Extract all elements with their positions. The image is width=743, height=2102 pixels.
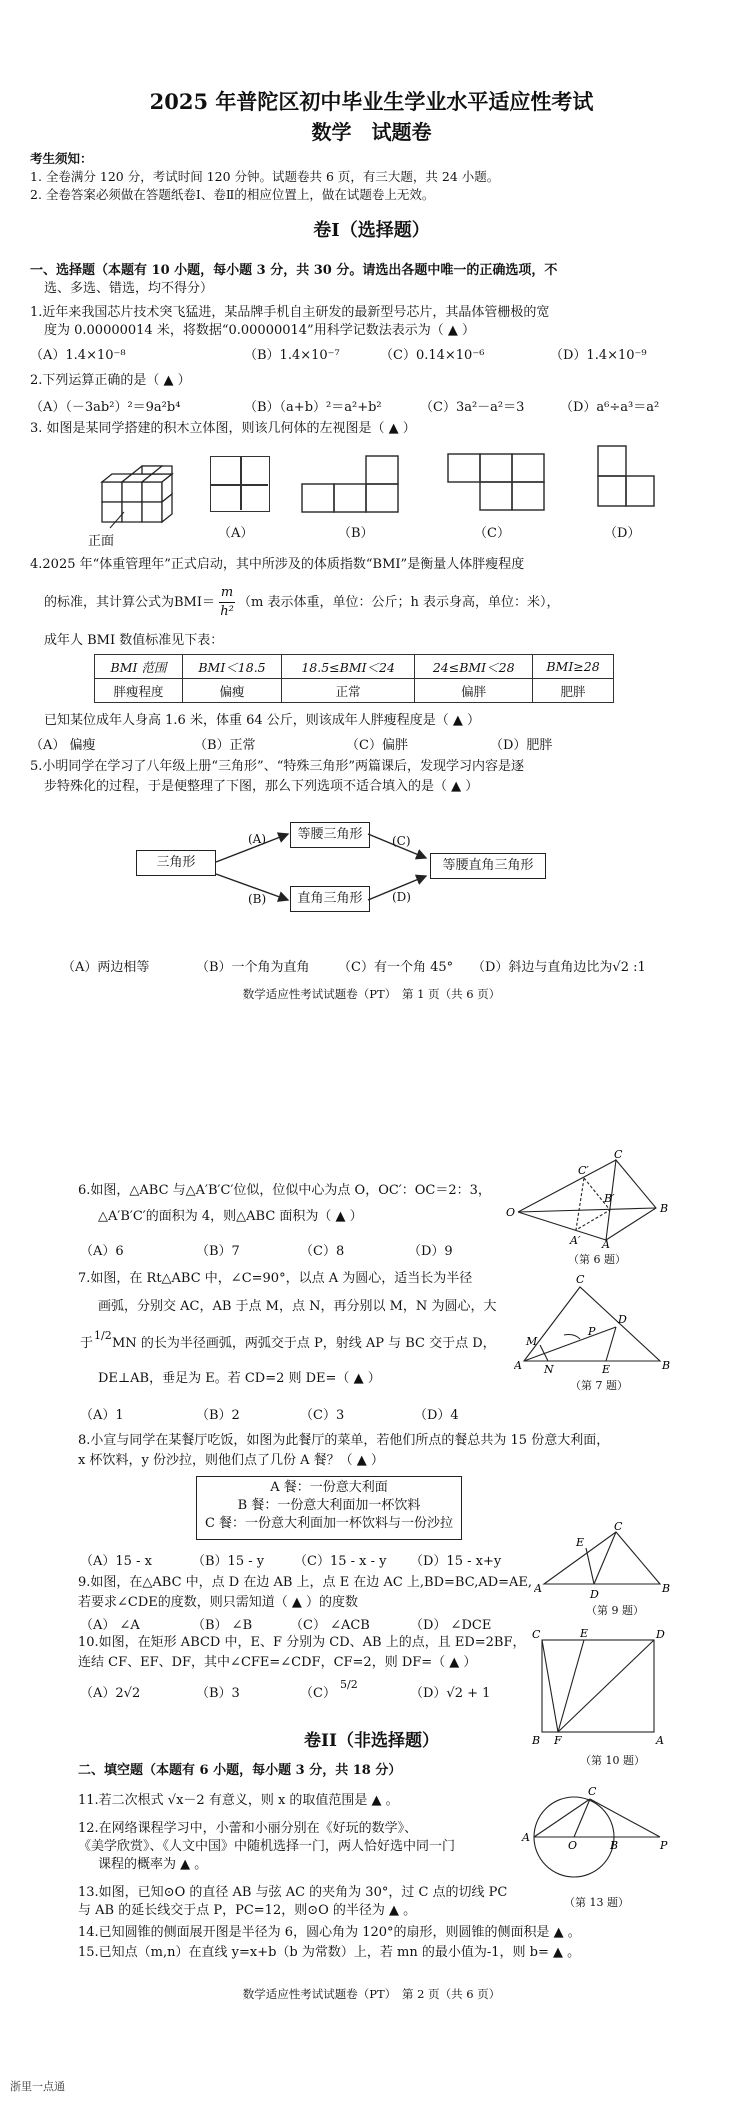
- q13-stem-1: 13.如图，已知⊙O 的直径 AB 与弦 AC 的夹角为 30°，过 C 点的切线 PC: [78, 1885, 508, 1900]
- q12-stem-3: 课程的概率为 ▲ 。: [98, 1857, 208, 1872]
- q7-option-a: （A）1: [80, 1408, 124, 1423]
- q6-option-c: （C）8: [300, 1244, 345, 1259]
- page-2-footer: 数学适应性考试试题卷（PT） 第 2 页（共 6 页）: [242, 1987, 501, 2001]
- table-cell: 18.5≤BMI＜24: [282, 655, 415, 679]
- svg-text:E: E: [602, 1363, 611, 1376]
- q6-stem-2: △A′B′C′的面积为 4，则△ABC 面积为（ ▲ ）: [98, 1209, 363, 1224]
- q6-option-d: （D）9: [408, 1244, 453, 1259]
- q9-option-d: （D） ∠DCE: [410, 1618, 492, 1633]
- q13-stem-2: 与 AB 的延长线交于点 P，PC=12，则⊙O 的半径为 ▲ 。: [78, 1903, 417, 1918]
- q2-option-d: （D）a⁶÷a³＝a²: [560, 400, 660, 415]
- q11: 11.若二次根式 √x－2 有意义，则 x 的取值范围是 ▲ 。: [78, 1793, 399, 1808]
- q2-option-a: （A）（－3ab²）²＝9a²b⁴: [30, 400, 181, 415]
- q2-option-c: （C）3a²－a²＝3: [420, 400, 525, 415]
- q3-option-a: （A）: [218, 526, 254, 541]
- q10-stem-2: 连结 CF、EF、DF，其中∠CFE=∠CDF，CF=2，则 DF=（ ▲ ）: [78, 1655, 477, 1670]
- q8-stem-2: x 杯饮料，y 份沙拉，则他们点了几份 A 餐？（ ▲ ）: [78, 1453, 384, 1468]
- fig13-caption: （第 13 题）: [564, 1896, 629, 1909]
- q13-figure: [520, 1785, 670, 1889]
- q6-option-b: （B）7: [196, 1244, 240, 1259]
- menu-c: C 餐：一份意大利面加一杯饮料与一份沙拉: [204, 1516, 454, 1531]
- fig6-caption: （第 6 题）: [568, 1253, 626, 1266]
- notice-heading: 考生须知：: [30, 151, 93, 166]
- table-cell: BMI 范围: [95, 655, 183, 679]
- q6-stem-1: 6.如图，△ABC 与△A′B′C′位似，位似中心为点 O，OC′：OC＝2：3，: [78, 1183, 491, 1198]
- q2-stem: 2.下列运算正确的是（ ▲ ）: [30, 373, 191, 388]
- fig10-caption: （第 10 题）: [580, 1754, 645, 1767]
- q3-option-b: （B）: [338, 526, 374, 541]
- flow-box-isosceles-right: 等腰直角三角形: [430, 853, 546, 879]
- svg-text:D: D: [618, 1313, 627, 1326]
- table-cell: 偏瘦: [183, 679, 282, 703]
- q3-front-label: 正面: [88, 534, 115, 549]
- svg-text:E: E: [576, 1536, 585, 1549]
- svg-text:A: A: [522, 1831, 530, 1844]
- q3-view-d: [596, 442, 656, 514]
- svg-text:C: C: [614, 1522, 623, 1533]
- q4-stem-2b: （m 表示体重，单位：公斤；h 表示身高，单位：米），: [238, 595, 560, 610]
- q7-half: 1/2: [94, 1329, 112, 1342]
- q10-option-a: （A）2√2: [80, 1686, 141, 1701]
- q1-option-b: （B）1.4×10⁻⁷: [244, 348, 340, 363]
- q7-stem-4: DE⊥AB，垂足为 E。若 CD=2 则 DE=（ ▲ ）: [98, 1371, 381, 1386]
- q7-option-d: （D）4: [414, 1408, 459, 1423]
- svg-text:D: D: [590, 1588, 599, 1601]
- svg-text:A: A: [514, 1359, 522, 1372]
- q10-option-d: （D）√2 + 1: [410, 1686, 491, 1701]
- flow-label-d: (D): [392, 890, 411, 904]
- q9-stem-2: 若要求∠CDE的度数，则只需知道（ ▲ ）的度数: [78, 1595, 359, 1610]
- q8-menu: [196, 1476, 462, 1540]
- svg-text:B: B: [662, 1359, 670, 1372]
- q3-view-b: [300, 454, 404, 516]
- menu-a: A 餐：一份意大利面: [270, 1480, 388, 1495]
- q14: 14.已知圆锥的侧面展开图是半径为 6，圆心角为 120°的扇形，则圆锥的侧面积是 ▲ 。: [78, 1925, 581, 1940]
- q8-option-a: （A）15 - x: [80, 1554, 152, 1569]
- bmi-table: [94, 654, 614, 703]
- table-cell: 肥胖: [533, 679, 614, 703]
- q10-stem-1: 10.如图，在矩形 ABCD 中，E、F 分别为 CD、AB 上的点，且 ED=2BF，: [78, 1635, 526, 1650]
- q4-option-a: （A） 偏瘦: [30, 738, 96, 753]
- svg-text:D: D: [656, 1628, 665, 1641]
- table-row: [95, 679, 614, 703]
- q5-option-a: （A）两边相等: [62, 960, 150, 975]
- q10-option-c-frac: 5/2: [340, 1678, 358, 1691]
- q4-option-b: （B）正常: [194, 738, 256, 753]
- svg-text:C: C: [576, 1273, 585, 1286]
- q3-view-c: [446, 452, 550, 516]
- svg-text:C: C: [532, 1628, 541, 1641]
- q1-option-d: （D）1.4×10⁻⁹: [550, 348, 647, 363]
- menu-b: B 餐：一份意大利面加一杯饮料: [237, 1498, 421, 1513]
- table-cell: 24≤BMI＜28: [415, 655, 533, 679]
- q4-stem-4: 已知某位成年人身高 1.6 米，体重 64 公斤，则该成年人胖瘦程度是（ ▲ ）: [44, 713, 481, 728]
- section-1-line2: 选、多选、错选，均不得分）: [44, 281, 214, 296]
- q3-view-a: [210, 456, 270, 512]
- q4-stem-1: 4.2025 年“体重管理年”正式启动，其中所涉及的体质指数“BMI”是衡量人体胖瘦程度: [30, 557, 525, 572]
- exam-title: 2025 年普陀区初中毕业生学业水平适应性考试: [149, 89, 594, 114]
- notice-2: 2. 全卷答案必须做在答题纸卷Ⅰ、卷Ⅱ的相应位置上，做在试题卷上无效。: [30, 187, 435, 202]
- q4-stem-3: 成年人 BMI 数值标准见下表：: [44, 633, 224, 648]
- q7-stem-3b: MN 的长为半径画弧，两弧交于点 P，射线 AP 与 BC 交于点 D，: [112, 1336, 496, 1351]
- q9-option-b: （B） ∠B: [192, 1618, 253, 1633]
- table-cell: BMI≥28: [533, 655, 614, 679]
- svg-text:B′: B′: [604, 1192, 615, 1205]
- q12-stem-2: 《美学欣赏》、《人文中国》中随机选择一门，两人恰好选中同一门: [78, 1839, 456, 1854]
- q8-option-b: （B）15 - y: [192, 1554, 265, 1569]
- q1-stem-1: 1.近年来我国芯片技术突飞猛进，某品牌手机自主研发的最新型号芯片，其晶体管栅极的宽: [30, 305, 550, 320]
- section-1-line1: 一、选择题（本题有 10 小题，每小题 3 分，共 30 分。请选出各题中唯一的正确选项，不: [30, 263, 558, 278]
- svg-text:B: B: [660, 1202, 669, 1215]
- svg-text:O: O: [568, 1839, 578, 1852]
- q10-option-c: （C）: [300, 1686, 336, 1701]
- q2-option-b: （B）（a+b）²＝a²+b²: [244, 400, 382, 415]
- svg-text:F: F: [554, 1734, 562, 1747]
- table-cell: 正常: [282, 679, 415, 703]
- table-cell: 胖瘦程度: [95, 679, 183, 703]
- q9-figure: [534, 1522, 670, 1602]
- q3-stem: 3. 如图是某同学搭建的积木立体图，则该几何体的左视图是（ ▲ ）: [30, 421, 416, 436]
- exam-subtitle: 数学 试题卷: [311, 120, 432, 144]
- table-cell: 偏胖: [415, 679, 533, 703]
- flow-label-b: (B): [248, 892, 267, 906]
- q4-stem-2a: 的标准，其计算公式为BMI＝: [44, 595, 215, 610]
- q5-stem-2: 步特殊化的过程，于是便整理了下图，那么下列选项不适合填入的是（ ▲ ）: [44, 779, 479, 794]
- q7-option-c: （C）3: [300, 1408, 345, 1423]
- svg-text:C: C: [588, 1785, 597, 1798]
- q9-option-a: （A） ∠A: [80, 1618, 140, 1633]
- q9-option-c: （C） ∠ACB: [290, 1618, 370, 1633]
- svg-text:A′: A′: [570, 1234, 581, 1247]
- table-row: [95, 655, 614, 679]
- q6-figure: [506, 1148, 672, 1248]
- volume-1-title: 卷Ⅰ（选择题）: [313, 220, 430, 241]
- page-1-footer: 数学适应性考试试题卷（PT） 第 1 页（共 6 页）: [242, 987, 501, 1001]
- q5-option-c: （C）有一个角 45°: [338, 960, 454, 975]
- q7-option-b: （B）2: [196, 1408, 240, 1423]
- svg-text:A: A: [656, 1734, 664, 1747]
- q1-option-c: （C）0.14×10⁻⁶: [380, 348, 485, 363]
- flow-box-right: 直角三角形: [290, 886, 370, 912]
- q3-option-d: （D）: [604, 526, 641, 541]
- svg-text:B: B: [610, 1839, 619, 1852]
- q8-option-d: （D）15 - x+y: [410, 1554, 502, 1569]
- flow-label-c: (C): [392, 834, 411, 848]
- q5-option-b: （B）一个角为直角: [196, 960, 310, 975]
- exam-page-2: [0, 1045, 743, 2102]
- q5-option-d: （D）斜边与直角边比为√2 :1: [472, 960, 646, 975]
- fig9-caption: （第 9 题）: [586, 1604, 644, 1617]
- q9-stem-1: 9.如图，在△ABC 中，点 D 在边 AB 上，点 E 在边 AC 上,BD=BC,AD=AE,: [78, 1575, 533, 1590]
- fig7-caption: （第 7 题）: [570, 1379, 628, 1392]
- q4-option-d: （D）肥胖: [490, 738, 553, 753]
- volume-2-title: 卷II（非选择题）: [304, 1731, 439, 1751]
- q3-block-figure: [96, 452, 192, 532]
- svg-text:O: O: [506, 1206, 516, 1219]
- svg-text:N: N: [544, 1363, 554, 1376]
- table-cell: BMI＜18.5: [183, 655, 282, 679]
- svg-text:P: P: [660, 1839, 668, 1852]
- q1-option-a: （A）1.4×10⁻⁸: [30, 348, 126, 363]
- q7-stem-2: 画弧，分别交 AC，AB 于点 M，点 N，再分别以 M，N 为圆心，大: [98, 1299, 497, 1314]
- svg-text:C: C: [614, 1148, 623, 1161]
- svg-text:P: P: [588, 1325, 596, 1338]
- exam-page-1: [0, 0, 743, 1045]
- q8-option-c: （C）15 - x - y: [294, 1554, 387, 1569]
- section-2-heading: 二、填空题（本题有 6 小题，每小题 3 分，共 18 分）: [78, 1763, 402, 1778]
- q4-frac-num: m: [220, 585, 234, 600]
- q7-figure: [514, 1273, 670, 1377]
- q12-stem-1: 12.在网络课程学习中，小蕾和小丽分别在《好玩的数学》、: [78, 1821, 418, 1836]
- q6-option-a: （A）6: [80, 1244, 124, 1259]
- svg-text:B: B: [532, 1734, 541, 1747]
- svg-text:M: M: [526, 1335, 538, 1348]
- flow-box-triangle: 三角形: [136, 850, 216, 876]
- q15: 15.已知点（m,n）在直线 y=x+b（b 为常数）上，若 mn 的最小值为-1，则 b= ▲ 。: [78, 1945, 581, 1960]
- q4-frac-den: h²: [220, 604, 234, 619]
- flow-box-isosceles: 等腰三角形: [290, 822, 370, 848]
- svg-text:E: E: [580, 1628, 589, 1640]
- q8-stem-1: 8.小宣与同学在某餐厅吃饭，如图为此餐厅的菜单，若他们所点的餐总共为 15 份意大利面，: [78, 1433, 610, 1448]
- flow-label-a: (A): [248, 832, 267, 846]
- q1-stem-2: 度为 0.00000014 米，将数据“0.00000014”用科学记数法表示为（ ▲ ）: [44, 323, 475, 338]
- q7-stem-1: 7.如图，在 Rt△ABC 中，∠C=90°，以点 A 为圆心，适当长为半径: [78, 1271, 473, 1286]
- svg-text:A: A: [602, 1238, 610, 1248]
- svg-text:C′: C′: [578, 1164, 589, 1177]
- q7-stem-3a: 于: [80, 1336, 94, 1351]
- q3-option-c: （C）: [474, 526, 510, 541]
- q10-option-b: （B）3: [196, 1686, 240, 1701]
- svg-text:A: A: [534, 1582, 542, 1595]
- q4-option-c: （C）偏胖: [346, 738, 408, 753]
- notice-1: 1. 全卷满分 120 分，考试时间 120 分钟。试题卷共 6 页，有三大题，共 24 小题。: [30, 169, 500, 184]
- svg-text:B: B: [662, 1582, 670, 1595]
- q5-stem-1: 5.小明同学在学习了八年级上册“三角形”、“特殊三角形”两篇课后，发现学习内容是逐: [30, 759, 524, 774]
- watermark: 浙里一点通: [10, 2080, 65, 2093]
